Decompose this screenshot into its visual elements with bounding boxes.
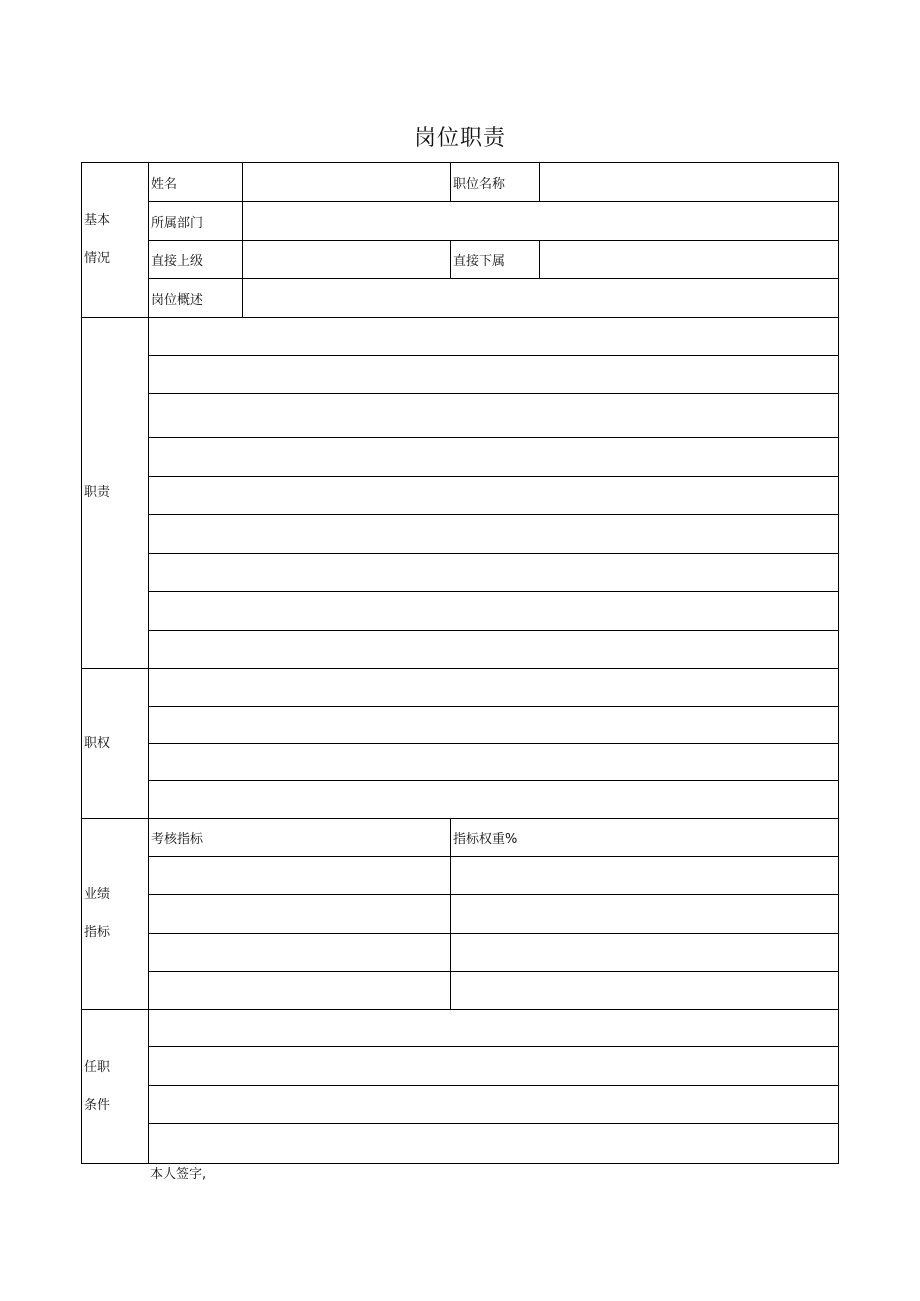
weight-cell[interactable] — [451, 972, 839, 1010]
superior-field[interactable] — [243, 241, 451, 279]
job-description-form — [81, 162, 839, 1164]
position-label: 职位名称 — [451, 163, 540, 202]
name-field[interactable] — [243, 163, 451, 202]
superior-label: 直接上级 — [149, 241, 243, 279]
duty-row[interactable] — [149, 356, 839, 394]
department-field[interactable] — [243, 202, 839, 241]
signature-label: 本人签字, — [150, 1167, 207, 1182]
duty-row[interactable] — [149, 394, 839, 438]
authority-row[interactable] — [149, 781, 839, 819]
qualifications-section-label: 任职 条件 — [82, 1010, 149, 1164]
duty-row[interactable] — [149, 554, 839, 592]
qualification-row[interactable] — [149, 1086, 839, 1124]
subordinate-label: 直接下属 — [451, 241, 540, 279]
indicator-cell[interactable] — [149, 934, 451, 972]
performance-section-label: 业绩 指标 — [82, 819, 149, 1010]
weight-cell[interactable] — [451, 895, 839, 934]
duty-row[interactable] — [149, 631, 839, 669]
duties-section-label: 职责 — [82, 318, 149, 669]
overview-field[interactable] — [243, 279, 839, 318]
duty-row[interactable] — [149, 592, 839, 631]
indicator-cell[interactable] — [149, 972, 451, 1010]
authority-row[interactable] — [149, 669, 839, 707]
position-field[interactable] — [540, 163, 839, 202]
indicator-header: 考核指标 — [149, 819, 451, 857]
authority-row[interactable] — [149, 744, 839, 781]
indicator-cell[interactable] — [149, 895, 451, 934]
qualification-row[interactable] — [149, 1124, 839, 1164]
page-title: 岗位职责 — [413, 126, 506, 151]
weight-cell[interactable] — [451, 934, 839, 972]
duty-row[interactable] — [149, 318, 839, 356]
overview-label: 岗位概述 — [149, 279, 243, 318]
qualification-row[interactable] — [149, 1047, 839, 1086]
duty-row[interactable] — [149, 477, 839, 515]
weight-cell[interactable] — [451, 857, 839, 895]
authority-row[interactable] — [149, 707, 839, 744]
qualification-row[interactable] — [149, 1010, 839, 1047]
department-label: 所属部门 — [149, 202, 243, 241]
indicator-cell[interactable] — [149, 857, 451, 895]
basic-info-section-label: 基本 情况 — [82, 163, 149, 318]
name-label: 姓名 — [149, 163, 243, 202]
duty-row[interactable] — [149, 515, 839, 554]
subordinate-field[interactable] — [540, 241, 839, 279]
authority-section-label: 职权 — [82, 669, 149, 819]
duty-row[interactable] — [149, 438, 839, 477]
weight-header: 指标权重% — [451, 819, 839, 857]
